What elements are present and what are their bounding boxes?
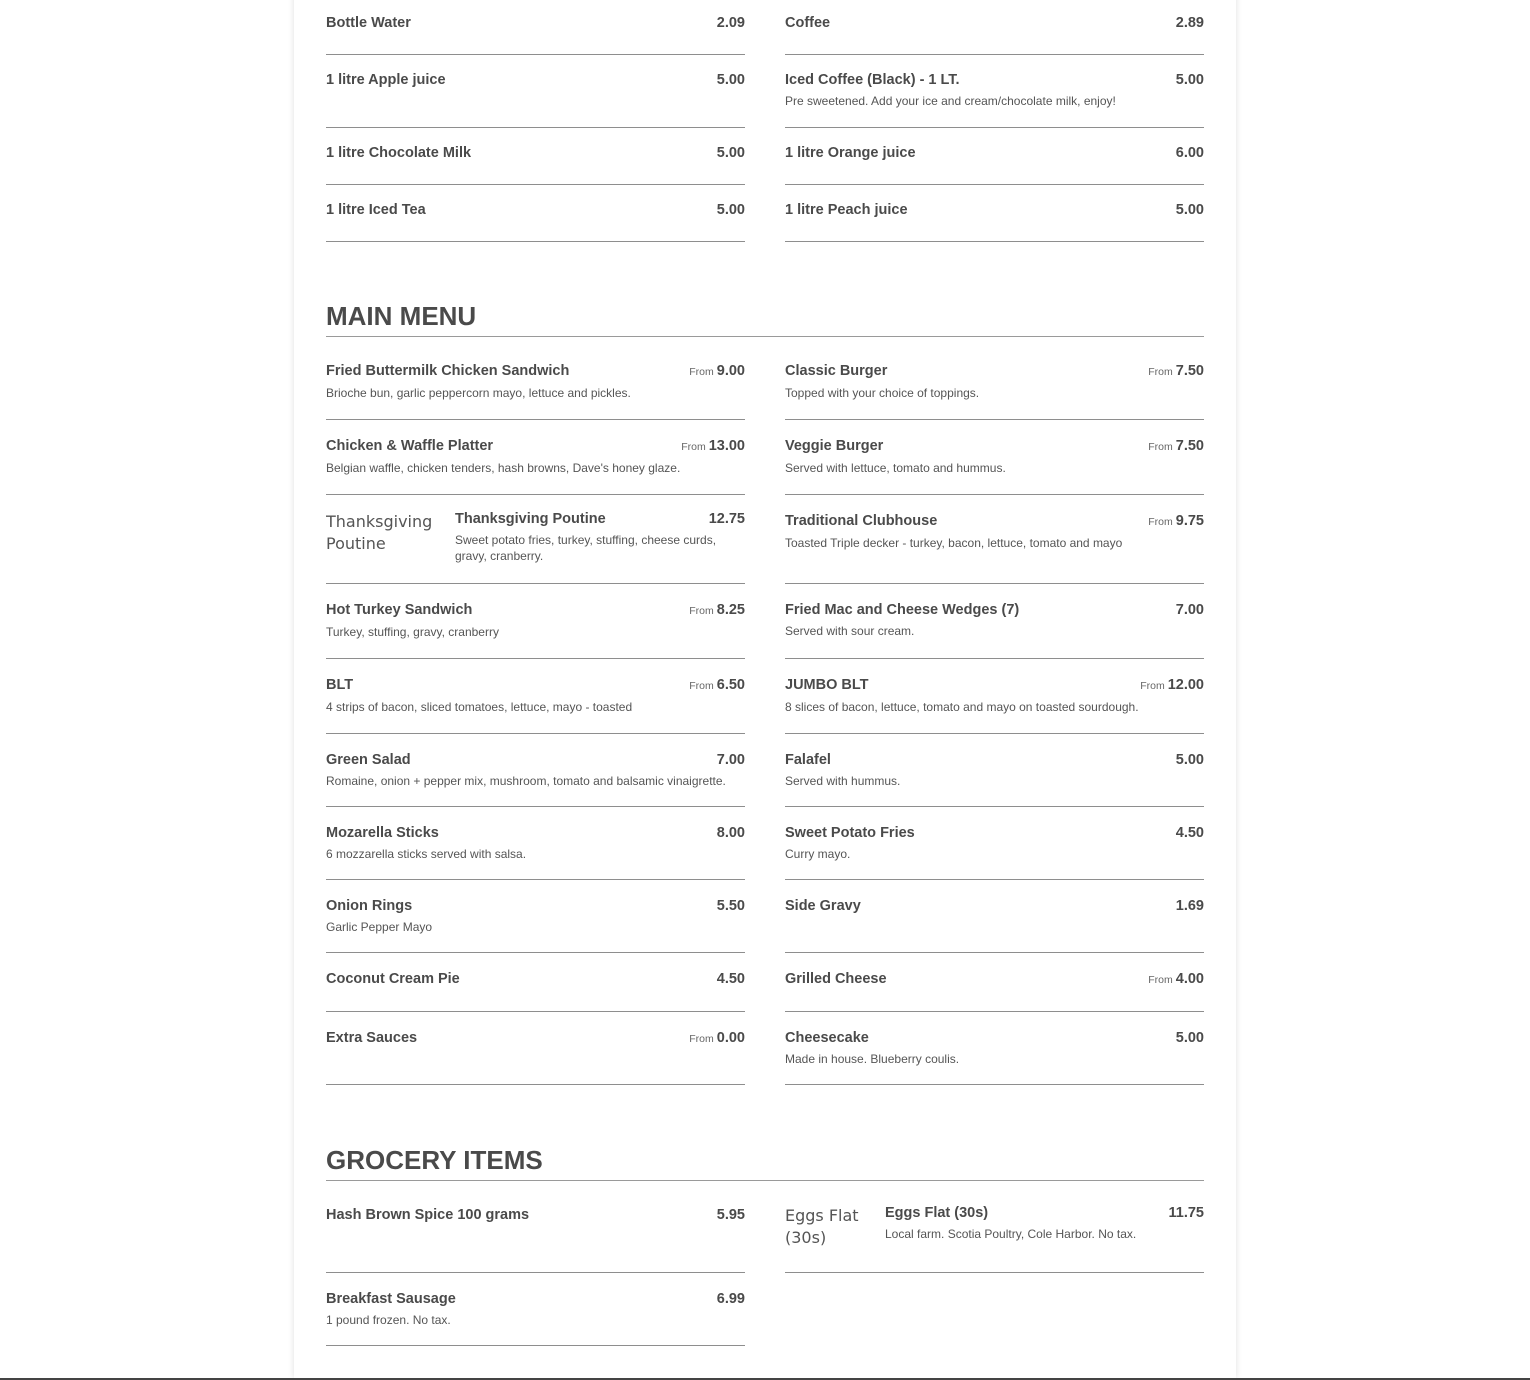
item-name: Falafel xyxy=(785,752,831,768)
item-name: Onion Rings xyxy=(326,898,413,914)
price-from-label: From xyxy=(1148,441,1173,453)
item-price: 7.00 xyxy=(1175,602,1204,618)
drinks-right-column xyxy=(785,0,1204,242)
item-price: From 9.00 xyxy=(689,363,745,379)
item-name: Side Gravy xyxy=(785,898,861,914)
item-price: From 6.50 xyxy=(689,677,745,693)
section-title: GROCERY ITEMS xyxy=(326,1140,1204,1181)
item-price: From 12.00 xyxy=(1140,677,1204,693)
item-price: 4.50 xyxy=(1175,825,1204,841)
item-price: 5.00 xyxy=(716,202,745,218)
item-price: 5.00 xyxy=(716,145,745,161)
drinks-section xyxy=(326,0,1204,242)
item-description: Turkey, stuffing, gravy, cranberry xyxy=(326,625,499,639)
menu-item[interactable] xyxy=(326,584,745,659)
menu-item[interactable] xyxy=(326,807,745,880)
item-price: 5.00 xyxy=(1175,202,1204,218)
menu-item[interactable] xyxy=(785,128,1204,185)
item-name: Green Salad xyxy=(326,752,411,768)
item-name: BLT xyxy=(326,677,354,693)
item-price: 6.00 xyxy=(1175,145,1204,161)
item-name: Eggs Flat (30s) xyxy=(885,1205,989,1221)
grocery-left-column xyxy=(326,1189,745,1346)
price-from-label: From xyxy=(681,441,706,453)
menu-item[interactable] xyxy=(785,584,1204,659)
item-description: Pre sweetened. Add your ice and cream/chocolate milk, enjoy! xyxy=(785,94,1116,108)
menu-item[interactable] xyxy=(326,1189,745,1273)
item-name: Veggie Burger xyxy=(785,438,884,454)
menu-item[interactable] xyxy=(326,495,745,584)
item-description: Garlic Pepper Mayo xyxy=(326,920,433,934)
item-name: Mozarella Sticks xyxy=(326,825,439,841)
section-title: MAIN MENU xyxy=(326,296,1204,337)
menu-item[interactable] xyxy=(785,807,1204,880)
menu-item[interactable] xyxy=(326,880,745,953)
item-name: Coffee xyxy=(785,15,831,31)
menu-item[interactable] xyxy=(326,953,745,1012)
price-from-label: From xyxy=(689,1033,714,1045)
item-description: 1 pound frozen. No tax. xyxy=(326,1313,451,1327)
menu-item[interactable] xyxy=(326,659,745,734)
item-name: JUMBO BLT xyxy=(785,677,869,693)
item-price: 5.00 xyxy=(1175,752,1204,768)
price-from-label: From xyxy=(1148,974,1173,986)
menu-item[interactable] xyxy=(326,0,745,55)
price-from-label: From xyxy=(689,680,714,692)
item-description: Served with lettuce, tomato and hummus. xyxy=(785,461,1006,475)
item-price: From 13.00 xyxy=(681,438,745,454)
menu-item[interactable] xyxy=(785,1012,1204,1085)
item-name: Chicken & Waffle Platter xyxy=(326,438,494,454)
menu-item[interactable] xyxy=(785,1189,1204,1273)
item-price: 5.00 xyxy=(1175,72,1204,88)
menu-item[interactable] xyxy=(785,659,1204,734)
item-name: Grilled Cheese xyxy=(785,971,887,987)
item-price: From 8.25 xyxy=(689,602,745,618)
drinks-left-column xyxy=(326,0,745,242)
item-name: Extra Sauces xyxy=(326,1030,418,1046)
item-name: Classic Burger xyxy=(785,363,888,379)
item-price: From 9.75 xyxy=(1148,513,1204,529)
item-name: Sweet Potato Fries xyxy=(785,825,915,841)
menu-item[interactable] xyxy=(326,420,745,495)
item-name: Bottle Water xyxy=(326,15,411,31)
menu-item[interactable] xyxy=(326,185,745,242)
item-name: Cheesecake xyxy=(785,1030,869,1046)
price-from-label: From xyxy=(1148,366,1173,378)
item-name: 1 litre Chocolate Milk xyxy=(326,145,472,161)
item-price: 6.99 xyxy=(716,1291,745,1307)
menu-item[interactable] xyxy=(326,1273,745,1346)
item-price: 5.00 xyxy=(716,72,745,88)
menu-item[interactable] xyxy=(326,1012,745,1085)
item-name: 1 litre Iced Tea xyxy=(326,202,426,218)
item-price: 2.09 xyxy=(716,15,745,31)
item-price: 5.50 xyxy=(716,898,745,914)
item-description: Belgian waffle, chicken tenders, hash browns, Dave's honey glaze. xyxy=(326,461,681,475)
item-name: Thanksgiving Poutine xyxy=(455,511,606,527)
item-description: Served with hummus. xyxy=(785,774,901,788)
grocery-right-column xyxy=(785,1189,1204,1273)
item-name: Coconut Cream Pie xyxy=(326,971,460,987)
item-price: From 7.50 xyxy=(1148,438,1204,454)
item-name: Hot Turkey Sandwich xyxy=(326,602,473,618)
item-description: Romaine, onion + pepper mix, mushroom, tomato and balsamic vinaigrette. xyxy=(326,774,726,788)
menu-item[interactable] xyxy=(326,128,745,185)
item-price: 2.89 xyxy=(1175,15,1204,31)
item-price: 5.95 xyxy=(716,1207,745,1223)
grocery-section xyxy=(326,1140,1204,1346)
menu-item[interactable] xyxy=(785,953,1204,1012)
item-price: 11.75 xyxy=(1168,1205,1204,1221)
item-price: 12.75 xyxy=(708,511,745,527)
menu-item[interactable] xyxy=(785,345,1204,420)
main-menu-section xyxy=(326,296,1204,1085)
menu-item[interactable] xyxy=(785,185,1204,242)
item-name: Fried Mac and Cheese Wedges (7) xyxy=(785,602,1020,618)
item-price: 1.69 xyxy=(1175,898,1204,914)
item-price: From 4.00 xyxy=(1148,971,1204,987)
item-price: 4.50 xyxy=(716,971,745,987)
item-image[interactable]: Thanksgiving Poutine xyxy=(326,512,433,553)
main-menu-right-column xyxy=(785,345,1204,1085)
menu-item[interactable] xyxy=(785,734,1204,807)
item-description: Brioche bun, garlic peppercorn mayo, lettuce and pickles. xyxy=(326,386,631,400)
item-description: Toasted Triple decker - turkey, bacon, lettuce, tomato and mayo xyxy=(785,536,1123,550)
menu-item[interactable] xyxy=(326,345,745,420)
price-from-label: From xyxy=(1148,516,1173,528)
item-name: 1 litre Peach juice xyxy=(785,202,908,218)
item-price: 5.00 xyxy=(1175,1030,1204,1046)
item-description: Curry mayo. xyxy=(785,847,851,861)
menu-item[interactable] xyxy=(326,734,745,807)
item-price: From 7.50 xyxy=(1148,363,1204,379)
item-price: From 0.00 xyxy=(689,1030,745,1046)
menu-item[interactable] xyxy=(785,420,1204,495)
item-name: Fried Buttermilk Chicken Sandwich xyxy=(326,363,570,379)
item-description: Made in house. Blueberry coulis. xyxy=(785,1052,960,1066)
item-name: 1 litre Apple juice xyxy=(326,72,446,88)
price-from-label: From xyxy=(689,366,714,378)
menu-item[interactable] xyxy=(785,495,1204,584)
item-price: 7.00 xyxy=(716,752,745,768)
item-price: 8.00 xyxy=(716,825,745,841)
menu-item[interactable] xyxy=(326,55,745,128)
price-from-label: From xyxy=(689,605,714,617)
item-description: Local farm. Scotia Poultry, Cole Harbor. No tax. xyxy=(885,1227,1137,1241)
item-description: 6 mozzarella sticks served with salsa. xyxy=(326,847,527,861)
item-description: 4 strips of bacon, sliced tomatoes, lettuce, mayo - toasted xyxy=(326,700,633,714)
item-description: Sweet potato fries, turkey, stuffing, cheese curds, gravy, cranberry. xyxy=(455,533,717,563)
item-name: Breakfast Sausage xyxy=(326,1291,456,1307)
price-from-label: From xyxy=(1140,680,1165,692)
menu-item[interactable] xyxy=(785,0,1204,55)
item-name: Hash Brown Spice 100 grams xyxy=(326,1207,530,1223)
item-description: Topped with your choice of toppings. xyxy=(785,386,980,400)
item-name: Iced Coffee (Black) - 1 LT. xyxy=(785,72,960,88)
item-description: 8 slices of bacon, lettuce, tomato and mayo on toasted sourdough. xyxy=(785,700,1139,714)
main-menu-left-column xyxy=(326,345,745,1085)
item-image[interactable]: Eggs Flat (30s) xyxy=(785,1206,859,1247)
menu-item[interactable] xyxy=(785,880,1204,953)
item-name: 1 litre Orange juice xyxy=(785,145,916,161)
item-name: Traditional Clubhouse xyxy=(785,513,938,529)
menu-item[interactable] xyxy=(785,55,1204,128)
item-description: Served with sour cream. xyxy=(785,624,915,638)
